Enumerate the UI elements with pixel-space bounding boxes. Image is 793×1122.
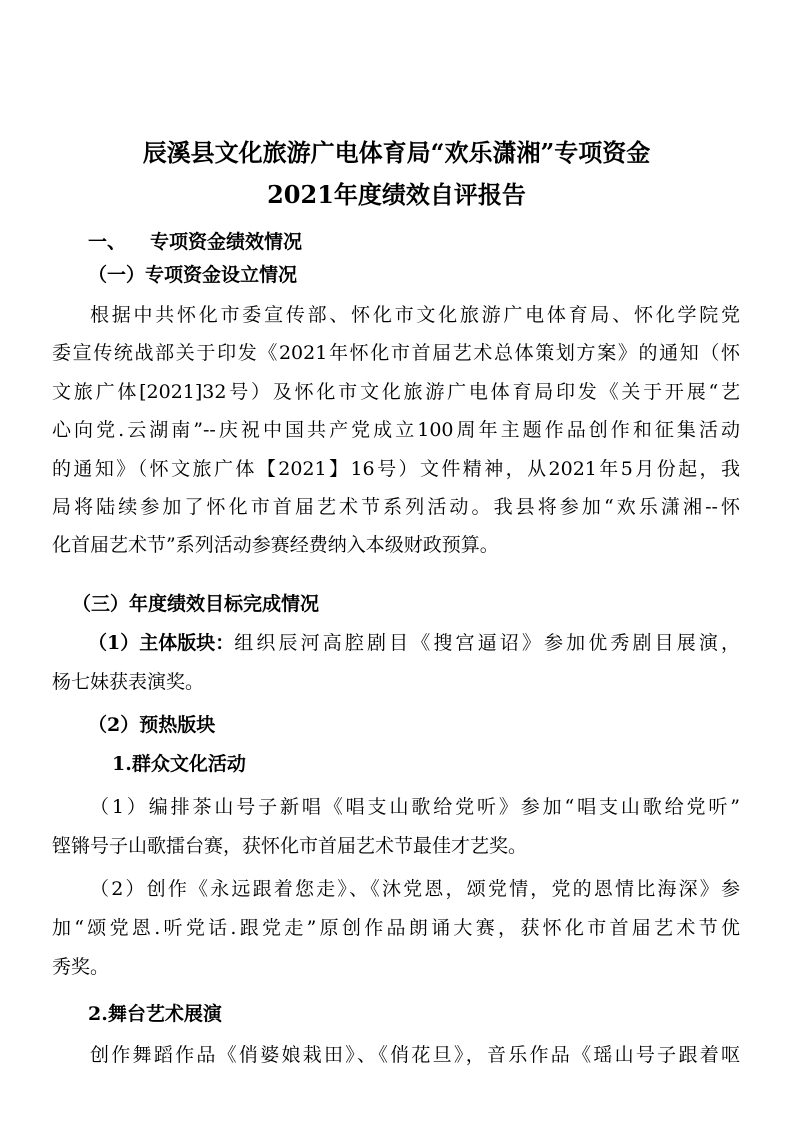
section-1-title: 专项资金绩效情况 — [150, 231, 303, 253]
report-title-line-2: 2021年度绩效自评报告 — [267, 180, 526, 209]
report-title-line-1: 辰溪县文化旅游广电体育局“欢乐潇湘”专项资金 — [142, 138, 651, 167]
paragraph-line: 局将陆续参加了怀化市首届艺术节系列活动。我县将参加“欢乐潇湘--怀 — [52, 496, 740, 518]
heading-mass-culture: 1.群众文化活动 — [112, 753, 246, 775]
heading-stage-arts: 2.舞台艺术展演 — [88, 1003, 222, 1025]
paragraph-line: （1）编排茶山号子新唱《唱支山歌给党听》参加“唱支山歌给党听” — [90, 796, 740, 818]
subsection-3-heading: （三）年度绩效目标完成情况 — [72, 593, 320, 615]
item-1-text: 组织辰河高腔剧目《搜宫逼诏》参加优秀剧目展演， — [234, 632, 740, 654]
paragraph-line: 创作舞蹈作品《俏婆娘栽田》、《俏花旦》，音乐作品《瑶山号子跟着呕 — [90, 1044, 740, 1066]
paragraph-line: 心向党.云湖南”--庆祝中国共产党成立100周年主题作品创作和征集活动 — [52, 419, 740, 441]
section-1-number: 一、 — [88, 231, 127, 253]
paragraph-line: （2）创作《永远跟着您走》、《沐党恩，颂党情，党的恩情比海深》参 — [90, 878, 740, 900]
paragraph-line: 化首届艺术节”系列活动参赛经费纳入本级财政预算。 — [52, 534, 499, 556]
subsection-1-heading: （一）专项资金设立情况 — [88, 264, 298, 286]
paragraph-line: 文旅广体[2021]32号）及怀化市文化旅游广电体育局印发《关于开展“艺 — [52, 381, 740, 403]
item-1-label: （1）主体版块： — [88, 632, 235, 654]
paragraph-line: 委宣传统战部关于印发《2021年怀化市首届艺术总体策划方案》的通知（怀 — [52, 342, 740, 364]
item-1-line — [88, 630, 740, 656]
paragraph-line: 秀奖。 — [52, 956, 110, 978]
item-2-heading: （2）预热版块 — [88, 714, 216, 736]
item-1-line-2: 杨七妹获表演奖。 — [52, 671, 205, 693]
paragraph-line: 加“颂党恩.听党话.跟党走”原创作品朗诵大赛，获怀化市首届艺术节优 — [52, 917, 740, 939]
paragraph-line: 的通知》（怀文旅广体【2021】16号）文件精神，从2021年5月份起，我 — [52, 458, 740, 480]
paragraph-line: 根据中共怀化市委宣传部、怀化市文化旅游广电体育局、怀化学院党 — [90, 304, 740, 326]
paragraph-line: 铿锵号子山歌擂台赛，获怀化市首届艺术节最佳才艺奖。 — [52, 835, 528, 857]
